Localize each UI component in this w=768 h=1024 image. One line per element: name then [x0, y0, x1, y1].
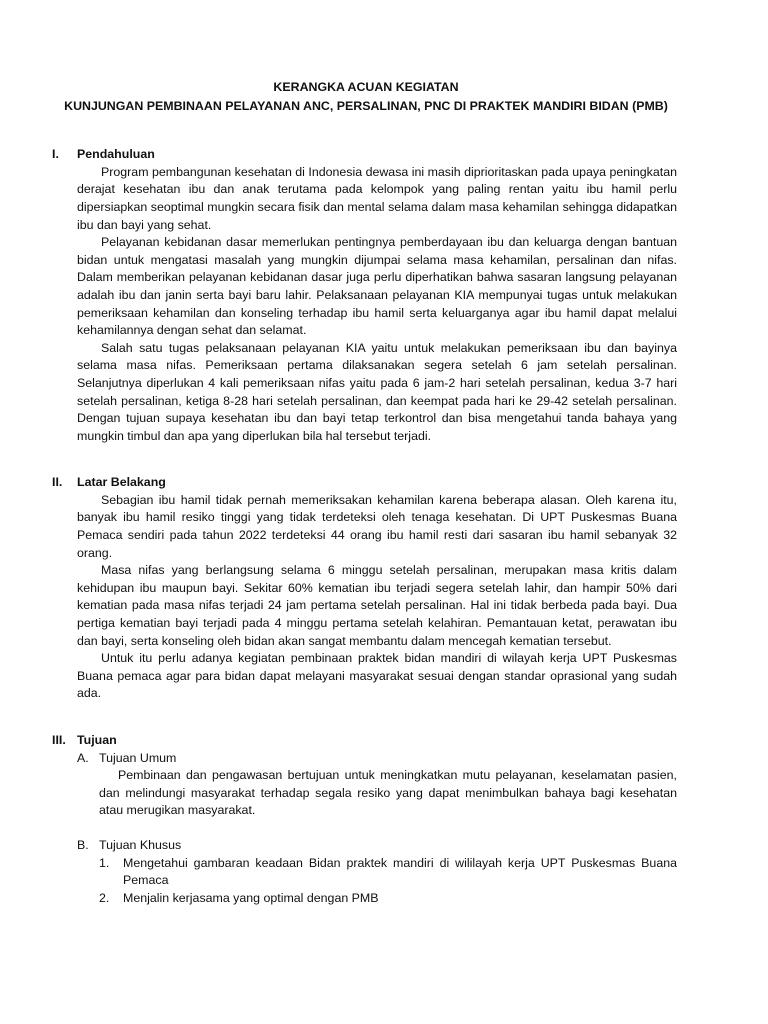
section-heading — [52, 146, 677, 164]
subsection-body — [99, 767, 677, 820]
section-body — [77, 750, 677, 908]
title-line-1: KERANGKA ACUAN KEGIATAN — [273, 80, 459, 94]
section-tujuan — [52, 732, 677, 907]
section-heading — [52, 732, 677, 750]
section-number: II. — [52, 475, 63, 490]
subsection-title: Tujuan Umum — [99, 750, 177, 765]
list-text: Mengetahui gambaran keadaan Bidan praktek mandiri di wililayah kerja UPT Puskesmas Buana Pemaca — [123, 855, 677, 888]
section-pendahuluan — [52, 146, 677, 445]
paragraph: Salah satu tugas pelaksanaan pelayanan KIA yaitu untuk melakukan pemeriksaan ibu dan bayinya selama masa nifas. Pemeriksaan pertama dilaksanakan segera setelah 6 jam setelah persalinan. Selanjutnya diperlukan 4 kali pemeriksaan nifas yaitu pada 6 jam-2 hari setelah persalinan, kedua 3-7 hari setelah persalinan, ketiga 8-28 hari setelah persalinan, dan keempat pada hari ke 29-42 setelah persalinan. Dengan tujuan supaya kesehatan ibu dan bayi tetap terkontrol dan bisa mengetahui tanda bahaya yang mungkin timbul dan apa yang diperlukan bila hal tersebut terjadi. — [77, 340, 677, 443]
paragraph: Masa nifas yang berlangsung selama 6 minggu setelah persalinan, merupakan masa kritis dalam kehidupan ibu maupun bayi. Sekitar 60% kematian ibu terjadi segera setelah lahir, dan hampir 50% dari kematian pada masa nifas terjadi 24 jam pertama setelah persalinan. Hal ini tidak berbeda pada bayi. Dua pertiga kematian bayi terjadi pada 4 minggu pertama setelah kelahiran. Pemantauan ketat, perawatan ibu dan bayi, serta konseling oleh bidan akan sangat membantu dalam mencegah kematian tersebut. — [77, 563, 677, 648]
section-number: III. — [52, 733, 66, 747]
subsection-letter: A. — [77, 750, 89, 765]
paragraph: Sebagian ibu hamil tidak pernah memeriksakan kehamilan karena beberapa alasan. Oleh karena itu, banyak ibu hamil resiko tinggi yang tidak terdeteksi oleh tenaga kesehatan. Di UPT Puskesmas Buana Pemaca sendiri pada tahun 2022 terdeteksi 44 orang ibu hamil resti dari sasaran ibu hamil sebanyak 32 orang. — [77, 492, 677, 560]
subsection-body — [99, 855, 677, 908]
section-heading — [52, 474, 677, 492]
document-title — [55, 79, 677, 115]
paragraph: Untuk itu perlu adanya kegiatan pembinaan praktek bidan mandiri di wilayah kerja UPT Puskesmas Buana pemaca agar para bidan dapat melayani masyarakat sesuai dengan standar oprasional yang sudah ada. — [77, 651, 677, 701]
subsection-tujuan-umum — [77, 750, 677, 820]
list-item — [99, 855, 677, 890]
section-title: Latar Belakang — [77, 475, 166, 490]
section-body — [77, 164, 677, 446]
section-title: Pendahuluan — [77, 147, 155, 162]
section-body — [77, 492, 677, 703]
paragraph: Program pembangunan kesehatan di Indonesia dewasa ini masih diprioritaskan pada upaya peningkatan derajat kesehatan ibu dan anak terutama pada kelompok yang paling rentan yaitu ibu hamil perlu dipersiapkan seoptimal mungkin secara fisik dan mental selama dalam masa kehamilan sehingga didapatkan ibu dan bayi yang sehat. — [77, 164, 677, 232]
list-number: 2. — [99, 890, 110, 905]
numbered-list — [99, 855, 677, 908]
subsection-heading — [77, 837, 677, 855]
subsection-letter: B. — [77, 837, 89, 852]
subsection-title: Tujuan Khusus — [99, 837, 182, 852]
list-text: Menjalin kerjasama yang optimal dengan PMB — [123, 890, 379, 905]
title-line-2: KUNJUNGAN PEMBINAAN PELAYANAN ANC, PERSALINAN, PNC DI PRAKTEK MANDIRI BIDAN (PMB) — [64, 98, 668, 113]
list-number: 1. — [99, 855, 110, 870]
paragraph: Pelayanan kebidanan dasar memerlukan pentingnya pemberdayaan ibu dan keluarga dengan bantuan bidan untuk mengatasi masalah yang mungkin dijumpai selama masa kehamilan, persalinan dan nifas. Dalam memberikan pelayanan kebidanan dasar juga perlu diperhatikan bahwa sasaran langsung pelayanan adalah ibu dan janin serta bayi baru lahir. Pelaksanaan pelayanan KIA mempunyai tugas untuk melakukan pemeriksaan kehamilan dan konseling terhadap ibu hamil serta keluarganya agar ibu hamil dapat melalui kehamilannya dengan sehat dan selamat. — [77, 235, 677, 338]
list-item — [99, 890, 677, 908]
section-title: Tujuan — [77, 733, 117, 747]
section-number: I. — [52, 147, 59, 162]
section-latar-belakang — [52, 474, 677, 703]
paragraph: Pembinaan dan pengawasan bertujuan untuk meningkatkan mutu pelayanan, keselamatan pasien, dan melindungi masyarakat terhadap segala resiko yang dapat menimbulkan bahaya bagi kesehatan atau merugikan masyarakat. — [99, 768, 677, 818]
subsection-tujuan-khusus — [77, 837, 677, 907]
subsection-heading — [77, 750, 677, 768]
